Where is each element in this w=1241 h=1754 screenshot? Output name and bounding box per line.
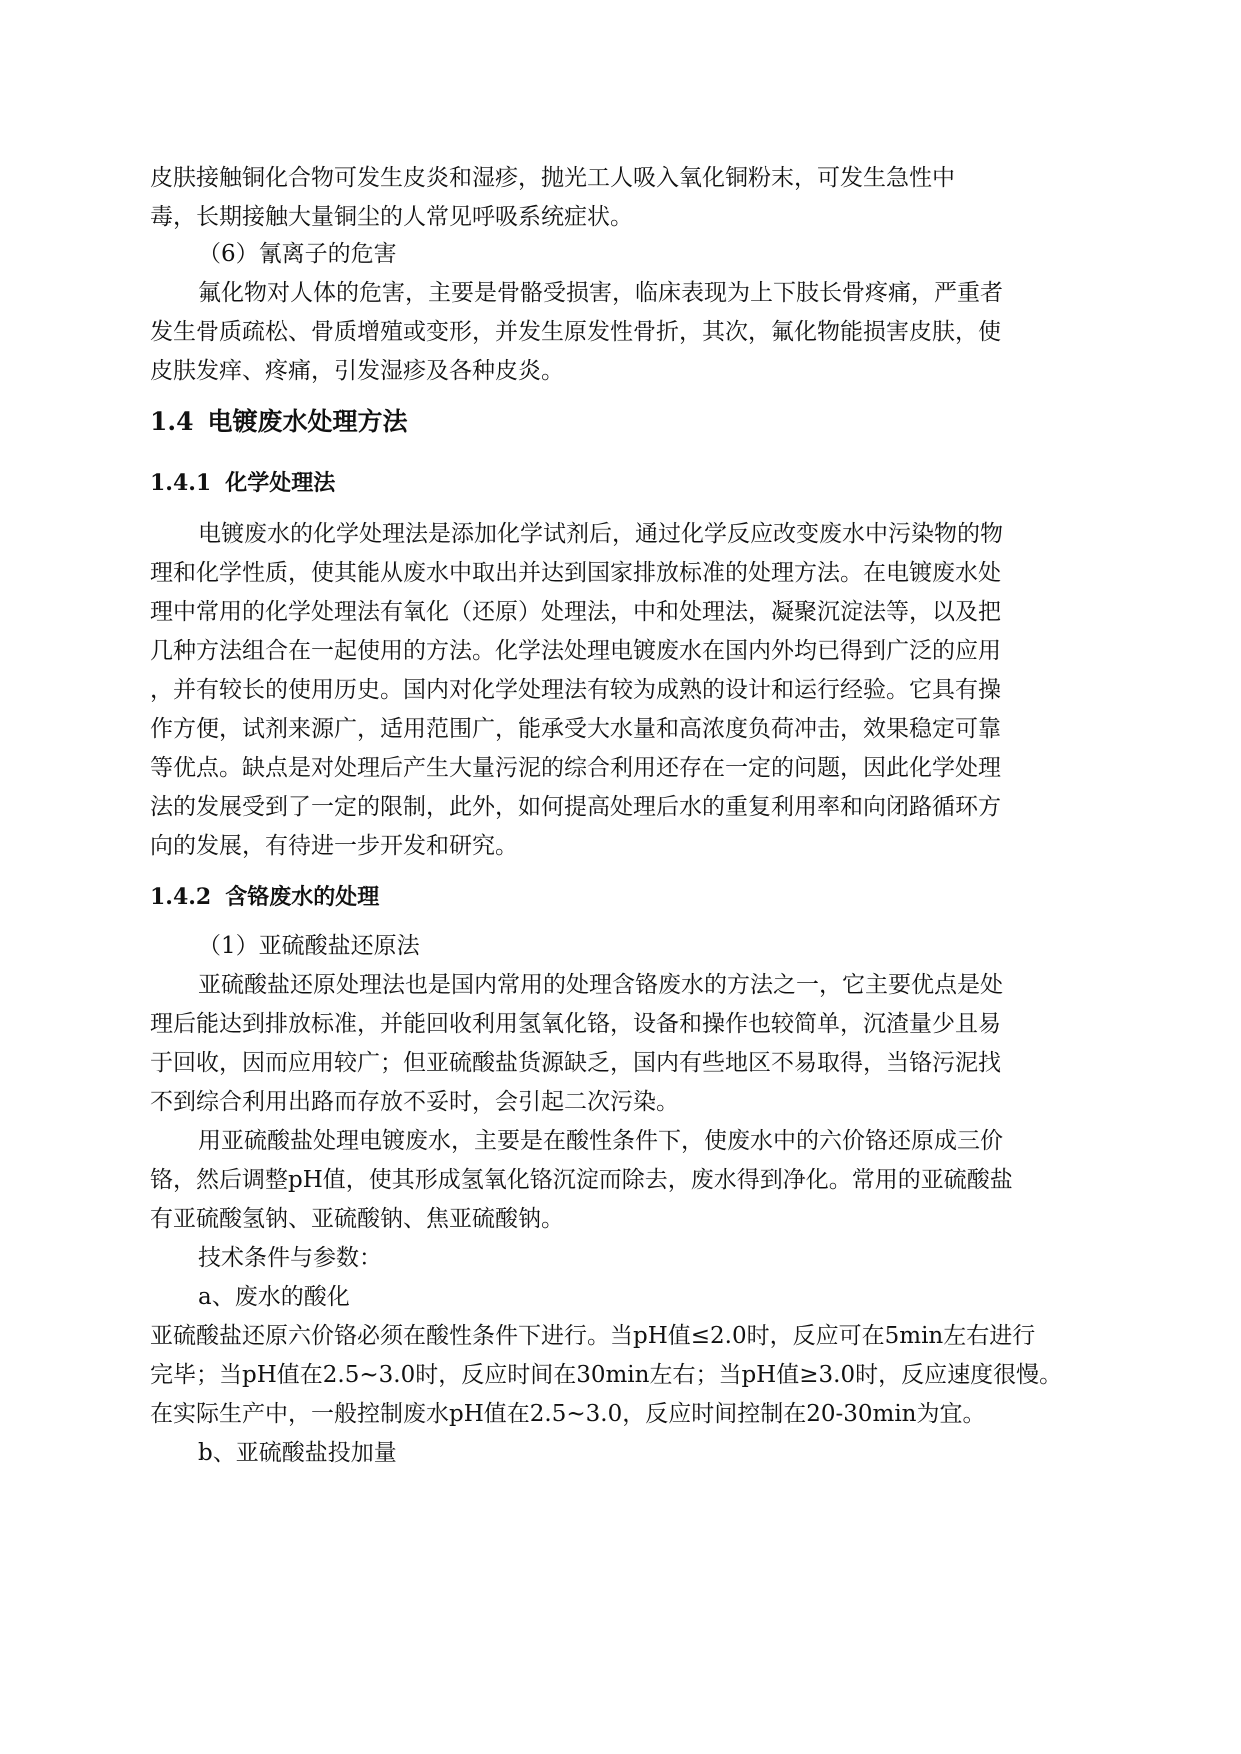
paragraph-line: 亚硫酸盐还原六价铬必须在酸性条件下进行。当pH值≤2.0时，反应可在5min左右进行	[150, 1323, 1036, 1349]
section-heading-1-4-2	[150, 882, 379, 912]
paragraph-line: 理和化学性质，使其能从废水中取出并达到国家排放标准的处理方法。在电镀废水处	[150, 560, 1001, 586]
section-title: 含铬废水的处理	[225, 884, 380, 910]
section-number: 1.4.2	[150, 884, 212, 910]
section-number: 1.4.1	[150, 470, 212, 496]
paragraph-line: 电镀废水的化学处理法是添加化学试剂后，通过化学反应改变废水中污染物的物	[198, 521, 1003, 547]
paragraph-line: 不到综合利用出路而存放不妥时，会引起二次污染。	[150, 1089, 679, 1115]
paragraph-line: 毒，长期接触大量铜尘的人常见呼吸系统症状。	[150, 204, 633, 230]
paragraph-line: （1）亚硫酸盐还原法	[198, 933, 420, 959]
section-number: 1.4	[150, 407, 194, 436]
section-heading-1-4	[150, 406, 408, 438]
paragraph-line: 皮肤接触铜化合物可发生皮炎和湿疹，抛光工人吸入氧化铜粉末，可发生急性中	[150, 165, 955, 191]
paragraph-line: ，并有较长的使用历史。国内对化学处理法有较为成熟的设计和运行经验。它具有操	[150, 677, 1001, 703]
paragraph-line: 完毕；当pH值在2.5~3.0时，反应时间在30min左右；当pH值≥3.0时，反应速度很慢。	[150, 1362, 1063, 1388]
paragraph-line: （6）氰离子的危害	[198, 241, 397, 267]
paragraph-line: b、亚硫酸盐投加量	[198, 1440, 397, 1466]
paragraph-line: 理后能达到排放标准，并能回收利用氢氧化铬，设备和操作也较简单，沉渣量少且易	[150, 1011, 1001, 1037]
section-title: 电镀废水处理方法	[207, 407, 408, 436]
paragraph-line: 用亚硫酸盐处理电镀废水，主要是在酸性条件下，使废水中的六价铬还原成三价	[198, 1128, 1003, 1154]
paragraph-line: 在实际生产中，一般控制废水pH值在2.5~3.0，反应时间控制在20-30min为宜。	[150, 1401, 986, 1427]
paragraph-line: 几种方法组合在一起使用的方法。化学法处理电镀废水在国内外均已得到广泛的应用	[150, 638, 1001, 664]
paragraph-line: 等优点。缺点是对处理后产生大量污泥的综合利用还存在一定的问题，因此化学处理	[150, 755, 1001, 781]
paragraph-line: 法的发展受到了一定的限制，此外，如何提高处理后水的重复利用率和向闭路循环方	[150, 794, 1001, 820]
section-heading-1-4-1	[150, 468, 335, 498]
paragraph-line: 发生骨质疏松、骨质增殖或变形，并发生原发性骨折，其次，氟化物能损害皮肤，使	[150, 319, 1001, 345]
section-title: 化学处理法	[225, 470, 336, 496]
paragraph-line: 技术条件与参数：	[198, 1245, 382, 1271]
paragraph-line: 作方便，试剂来源广，适用范围广，能承受大水量和高浓度负荷冲击，效果稳定可靠	[150, 716, 1001, 742]
paragraph-line: a、废水的酸化	[198, 1284, 350, 1310]
paragraph-line: 氟化物对人体的危害，主要是骨骼受损害，临床表现为上下肢长骨疼痛，严重者	[198, 280, 1003, 306]
paragraph-line: 于回收，因而应用较广；但亚硫酸盐货源缺乏，国内有些地区不易取得，当铬污泥找	[150, 1050, 1001, 1076]
paragraph-line: 向的发展，有待进一步开发和研究。	[150, 833, 518, 859]
paragraph-line: 亚硫酸盐还原处理法也是国内常用的处理含铬废水的方法之一，它主要优点是处	[198, 972, 1003, 998]
paragraph-line: 有亚硫酸氢钠、亚硫酸钠、焦亚硫酸钠。	[150, 1206, 564, 1232]
paragraph-line: 理中常用的化学处理法有氧化（还原）处理法，中和处理法，凝聚沉淀法等，以及把	[150, 599, 1001, 625]
paragraph-line: 铬，然后调整pH值，使其形成氢氧化铬沉淀而除去，废水得到净化。常用的亚硫酸盐	[150, 1167, 1013, 1193]
paragraph-line: 皮肤发痒、疼痛，引发湿疹及各种皮炎。	[150, 358, 564, 384]
